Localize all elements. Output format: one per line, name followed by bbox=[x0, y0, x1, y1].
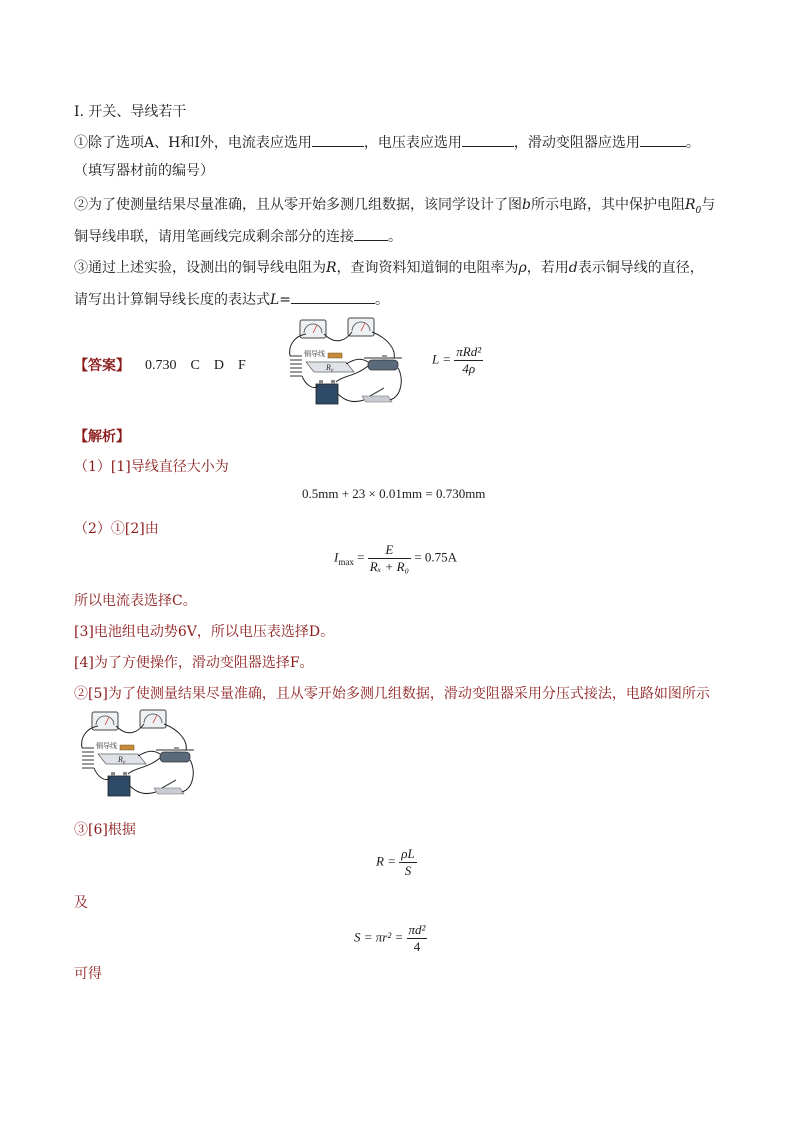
analysis-p5: [4]为了方便操作，滑动变阻器选择F。 bbox=[74, 655, 314, 671]
answer-formula: L = $\frac{\text{πRd²}}{4\rho}$ bbox=[432, 344, 482, 376]
question-3-line1: ③通过上述实验，设测出的铜导线电阻为R，查询资料知道铜的电阻率为ρ，若用d表示铜导线的直径， bbox=[74, 260, 704, 276]
equation-4: S = πr² = $\frac{\text{πd²}}{4}$ bbox=[354, 922, 426, 954]
figure-label-wire: 铜导线 bbox=[304, 350, 325, 358]
analysis-p2: （2）①[2]由 bbox=[74, 521, 159, 537]
answer-blank[interactable] bbox=[312, 132, 364, 147]
equation-1: 0.5mm + 23 × 0.01mm = 0.730mm bbox=[302, 486, 486, 501]
analysis-p9: 可得 bbox=[74, 966, 102, 982]
question-3-line2: 请写出计算铜导线长度的表达式L= 。 bbox=[74, 289, 389, 310]
item-i: I. 开关、导线若干 bbox=[74, 104, 187, 120]
question-2-line1: ②为了使测量结果尽量准确，且从零开始多测几组数据，该同学设计了图b所示电路，其中保护电阻$R_0$与 bbox=[74, 197, 716, 216]
circuit-figure-analysis bbox=[68, 708, 208, 804]
equation-2: $I_{max}$ = $\frac{E}{\text{Rₓ + R₀}}$ = 0.75A bbox=[334, 542, 458, 574]
answer-blank[interactable] bbox=[640, 132, 686, 147]
answer-blank[interactable] bbox=[291, 289, 375, 304]
analysis-p6: ②[5]为了使测量结果尽量准确，且从零开始多测几组数据，滑动变阻器采用分压式接法，电路如图所示 bbox=[74, 686, 710, 702]
analysis-label: 【解析】 bbox=[74, 429, 130, 445]
question-1-note: （填写器材前的编号） bbox=[74, 163, 214, 179]
circuit-figure-answer bbox=[276, 316, 416, 412]
figure-label-wire: 铜导线 bbox=[96, 742, 117, 750]
answer-blank[interactable] bbox=[354, 226, 388, 241]
equation-3: R = $\frac{\rho L}{S}$ bbox=[376, 846, 415, 878]
figure-label-r0: R₀ bbox=[326, 363, 334, 372]
question-1: ①除了选项A、H和I外，电流表应选用 ，电压表应选用 ，滑动变阻器应选用 。 bbox=[74, 132, 700, 153]
question-2-line2: 铜导线串联，请用笔画线完成剩余部分的连接 。 bbox=[74, 226, 402, 247]
answer-blank[interactable] bbox=[462, 132, 514, 147]
analysis-p4: [3]电池组电动势6V，所以电压表选择D。 bbox=[74, 624, 335, 640]
answer-values: 0.730 C D F bbox=[145, 358, 246, 373]
analysis-p1: （1）[1]导线直径大小为 bbox=[74, 459, 229, 475]
answer-label: 【答案】 bbox=[74, 358, 130, 374]
figure-label-r0: R₀ bbox=[118, 755, 126, 764]
analysis-p3: 所以电流表选择C。 bbox=[74, 593, 197, 609]
analysis-p7: ③[6]根据 bbox=[74, 822, 136, 838]
analysis-p8: 及 bbox=[74, 895, 88, 911]
